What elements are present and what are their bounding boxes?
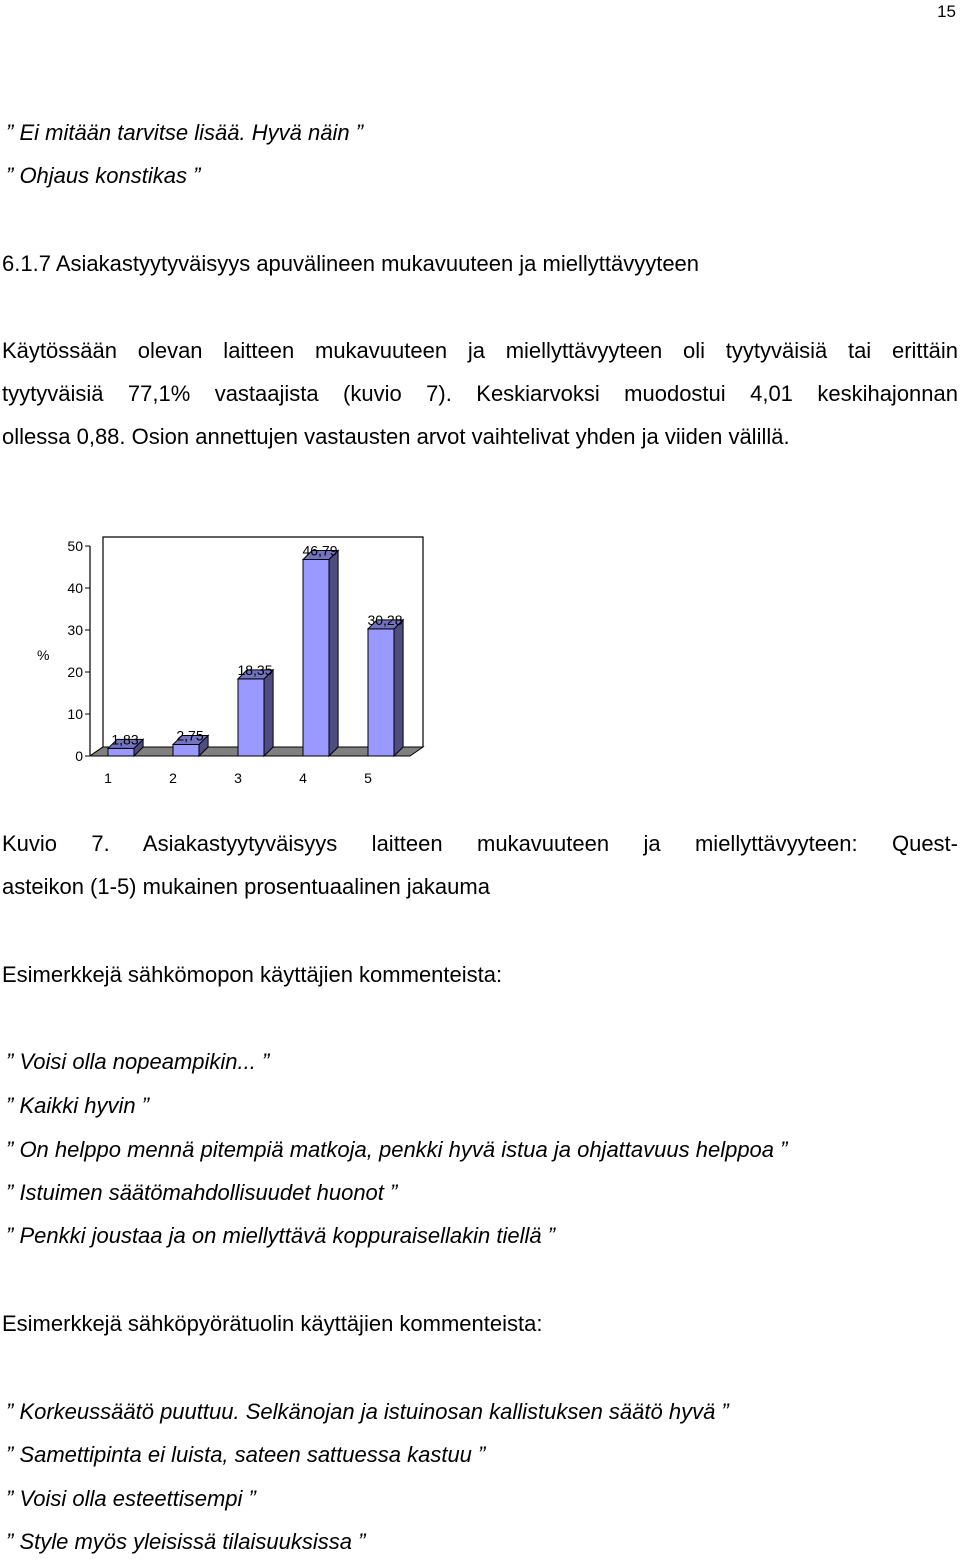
y-tick-label: 30 [67, 622, 83, 638]
bar-face [108, 748, 134, 756]
bar-4 [303, 550, 338, 756]
scooter-comments-heading: Esimerkkejä sähkömopon käyttäjien kommenteista: [2, 962, 503, 987]
bar-chart [0, 530, 460, 800]
bar-face [303, 559, 329, 756]
data-label: 18,35 [237, 661, 273, 678]
wheelchair-quote-1: ” Korkeussäätö puuttuu. Selkänojan ja istuinosan kallistuksen säätö hyvä ” [6, 1399, 729, 1424]
bars [108, 550, 403, 756]
scooter-quote-2: ” Kaikki hyvin ” [6, 1093, 150, 1118]
wheelchair-quote-4: ” Style myös yleisissä tilaisuuksissa ” [6, 1529, 366, 1554]
y-tick-label: 50 [67, 538, 83, 554]
bar-side [329, 550, 338, 756]
y-axis [85, 546, 90, 756]
scooter-quote-1: ” Voisi olla nopeampikin... ” [6, 1049, 270, 1074]
wheelchair-quote-2: ” Samettipinta ei luista, sateen sattuessa kastuu ” [6, 1442, 486, 1467]
bar-3 [238, 670, 273, 756]
x-tick-label: 5 [364, 770, 372, 786]
paragraph-line-2: tyytyväisiä 77,1% vastaajista (kuvio 7). Keskiarvoksi muodostui 4,01 keskihajonnan [2, 381, 958, 406]
x-tick-labels [104, 770, 372, 786]
y-tick-label: 20 [67, 664, 83, 680]
wheelchair-comments-heading: Esimerkkejä sähköpyörätuolin käyttäjien kommenteista: [2, 1311, 543, 1336]
caption-line-2: asteikon (1-5) mukainen prosentuaalinen jakauma [2, 874, 490, 899]
section-heading: 6.1.7 Asiakastyytyväisyys apuvälineen mukavuuteen ja miellyttävyyteen [2, 251, 700, 276]
data-label: 30,28 [367, 611, 403, 628]
y-tick-label: 40 [67, 580, 83, 596]
x-tick-label: 3 [234, 770, 242, 786]
data-label: 1,83 [111, 731, 139, 748]
caption-line-1: Kuvio 7. Asiakastyytyväisyys laitteen mukavuuteen ja miellyttävyyteen: Quest- [2, 831, 958, 856]
bar-face [238, 679, 264, 756]
scooter-quote-4: ” Istuimen säätömahdollisuudet huonot ” [6, 1180, 398, 1205]
quote-top-1: ” Ei mitään tarvitse lisää. Hyvä näin ” [6, 120, 364, 145]
bar-side [394, 620, 403, 756]
y-tick-label: 10 [67, 706, 83, 722]
data-label: 2,75 [176, 727, 204, 744]
scooter-quote-3: ” On helppo mennä pitempiä matkoja, penkki hyvä istua ja ohjattavuus helppoa ” [6, 1137, 788, 1162]
x-tick-label: 4 [299, 770, 307, 786]
y-tick-label: 0 [75, 748, 83, 764]
paragraph-line-3: ollessa 0,88. Osion annettujen vastausten arvot vaihtelivat yhden ja viiden välillä. [2, 424, 790, 449]
y-axis-label: % [37, 647, 50, 663]
paragraph-line-1: Käytössään olevan laitteen mukavuuteen ja miellyttävyyteen oli tyytyväisiä tai erittäin [2, 338, 958, 363]
bar-side [264, 670, 273, 756]
scooter-quote-5: ” Penkki joustaa ja on miellyttävä koppuraisellakin tiellä ” [6, 1223, 556, 1248]
bar-face [368, 629, 394, 756]
x-tick-label: 2 [169, 770, 177, 786]
x-tick-label: 1 [104, 770, 112, 786]
bar-5 [368, 620, 403, 756]
page-number: 15 [937, 2, 956, 21]
bar-face [173, 744, 199, 756]
y-tick-labels [67, 538, 83, 764]
wheelchair-quote-3: ” Voisi olla esteettisempi ” [6, 1486, 256, 1511]
data-label: 46,79 [302, 542, 338, 559]
quote-top-2: ” Ohjaus konstikas ” [6, 163, 201, 188]
